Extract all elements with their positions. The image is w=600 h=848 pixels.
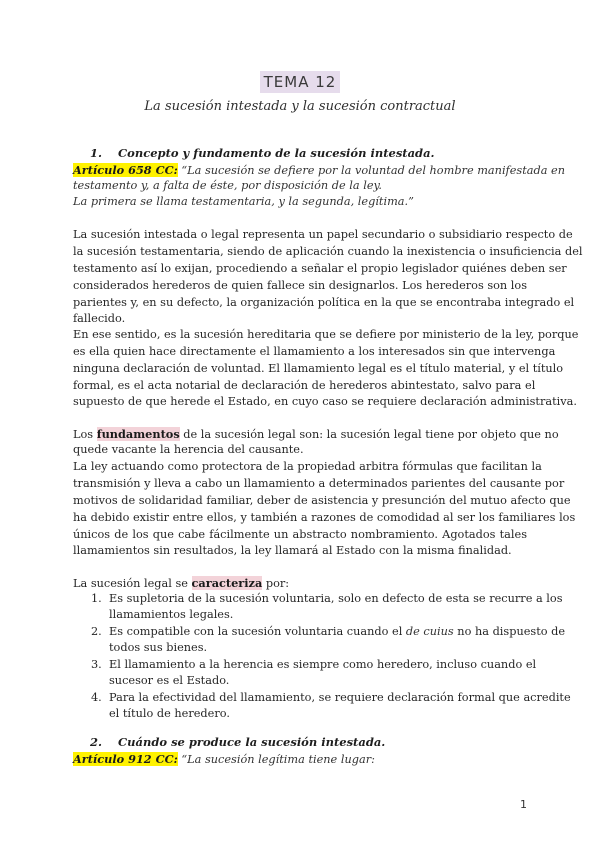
para3-line-1 [73,426,559,443]
para3-line-7: únicos de los que cabe fácilmente un abstracto nombramiento. Agotados tales [73,528,527,541]
quote-658-line-1 [73,162,566,179]
article-658-ref: Artículo 658 CC: [73,163,178,177]
para2-line-5: supuesto de que herede el Estado, en cuyo caso se requiere declaración administrativa. [73,395,577,408]
carac-post: por: [265,577,290,590]
article-912-ref: Artículo 912 CC: [73,752,178,766]
list-item-1-number: 1. [91,592,102,605]
list-item-1-line-1: Es supletoria de la sucesión voluntaria, solo en defecto de esta se recurre a los [109,592,563,605]
quote-658-line-2: testamento y, a falta de éste, por disposición de la ley. [73,179,383,192]
list-item-4-line-2: el título de heredero. [109,707,230,720]
list-item-2-post: no ha dispuesto de [457,625,566,638]
quote-658-line-3: La primera se llama testamentaria, y la segunda, legítima.” [73,195,414,208]
section-2-title: Cuándo se produce la sucesión intestada. [118,735,386,749]
section-1-title: Concepto y fundamento de la sucesión intestada. [118,146,435,160]
list-item-3-line-2: sucesor es el Estado. [109,674,230,687]
para3-line-8: llamamientos sin resultados, la ley llamará al Estado con la misma finalidad. [73,544,512,557]
section-1-heading [90,146,435,160]
fund-post: de la sucesión legal son: la sucesión legal tiene por objeto que no [183,428,559,441]
list-item-2-line-1 [109,624,566,640]
para3-line-5: motivos de solidaridad familiar, deber de asistencia y presunción del mutuo afecto que [73,494,571,507]
para2-line-2: es ella quien hace directamente el llamamiento a los interesados sin que intervenga [73,345,556,358]
caracteriza-highlight: caracteriza [191,576,263,590]
list-item-4-number: 4. [91,691,102,704]
fund-pre: Los [73,428,94,441]
carac-line [73,575,527,592]
para3-line-4: transmisión y lleva a cabo un llamamiento a determinados parientes del causante por [73,477,565,490]
page-title [0,73,600,91]
list-item-2-pre: Es compatible con la sucesión voluntaria cuando el [109,625,403,638]
list-item-1-line-2: llamamientos legales. [109,608,234,621]
de-cuius-italic: de cuius [405,625,454,638]
para1-line-3: testamento así lo exijan, procediendo a señalar el propio legislador quiénes deben ser [73,262,567,275]
para3-line-6: ha debido existir entre ellos, y también a razones de comodidad al ser los familiares los [73,511,576,524]
page-subtitle: La sucesión intestada y la sucesión contractual [144,99,456,114]
para2-line-4: formal, es el acta notarial de declaración de herederos abintestato, salvo para el [73,379,536,392]
para1-line-1: La sucesión intestada o legal representa un papel secundario o subsidiario respecto de [73,228,573,241]
list-item-2-number: 2. [91,625,102,638]
page-number: 1 [520,798,527,811]
quote-658-text-1: “La sucesión se defiere por la voluntad del hombre manifestada en [181,164,566,177]
list-item-3-number: 3. [91,658,102,671]
list-item-3-line-1: El llamamiento a la herencia es siempre como heredero, incluso cuando el [109,658,537,671]
quote-912-line [73,751,527,768]
para3-line-3: La ley actuando como protectora de la propiedad arbitra fórmulas que facilitan la [73,460,542,473]
section-2-heading [90,735,385,749]
section-2-number: 2. [90,735,103,749]
para1-line-2: la sucesión testamentaria, siendo de aplicación cuando la inexistencia o insuficiencia del [73,245,583,258]
para1-line-5: parientes y, en su defecto, la organización política en la que se encontraba integrado el [73,296,575,309]
para3-line-2: quede vacante la herencia del causante. [73,443,304,456]
quote-912-text: “La sucesión legítima tiene lugar: [181,753,375,766]
para2-line-1: En ese sentido, es la sucesión hereditaria que se defiere por ministerio de la ley, porque [73,328,579,341]
title-text: TEMA 12 [260,71,341,93]
list-item-4-line-1: Para la efectividad del llamamiento, se requiere declaración formal que acredite [109,691,571,704]
section-1-number: 1. [90,146,103,160]
para1-line-6: fallecido. [73,312,126,325]
fundamentos-highlight: fundamentos [96,427,180,441]
para2-line-3: ninguna declaración de voluntad. El llamamiento legal es el título material, y el título [73,362,564,375]
carac-pre: La sucesión legal se [73,577,188,590]
list-item-2-line-2: todos sus bienes. [109,641,208,654]
para1-line-4: considerados herederos de quien fallece sin designarlos. Los herederos son los [73,279,528,292]
